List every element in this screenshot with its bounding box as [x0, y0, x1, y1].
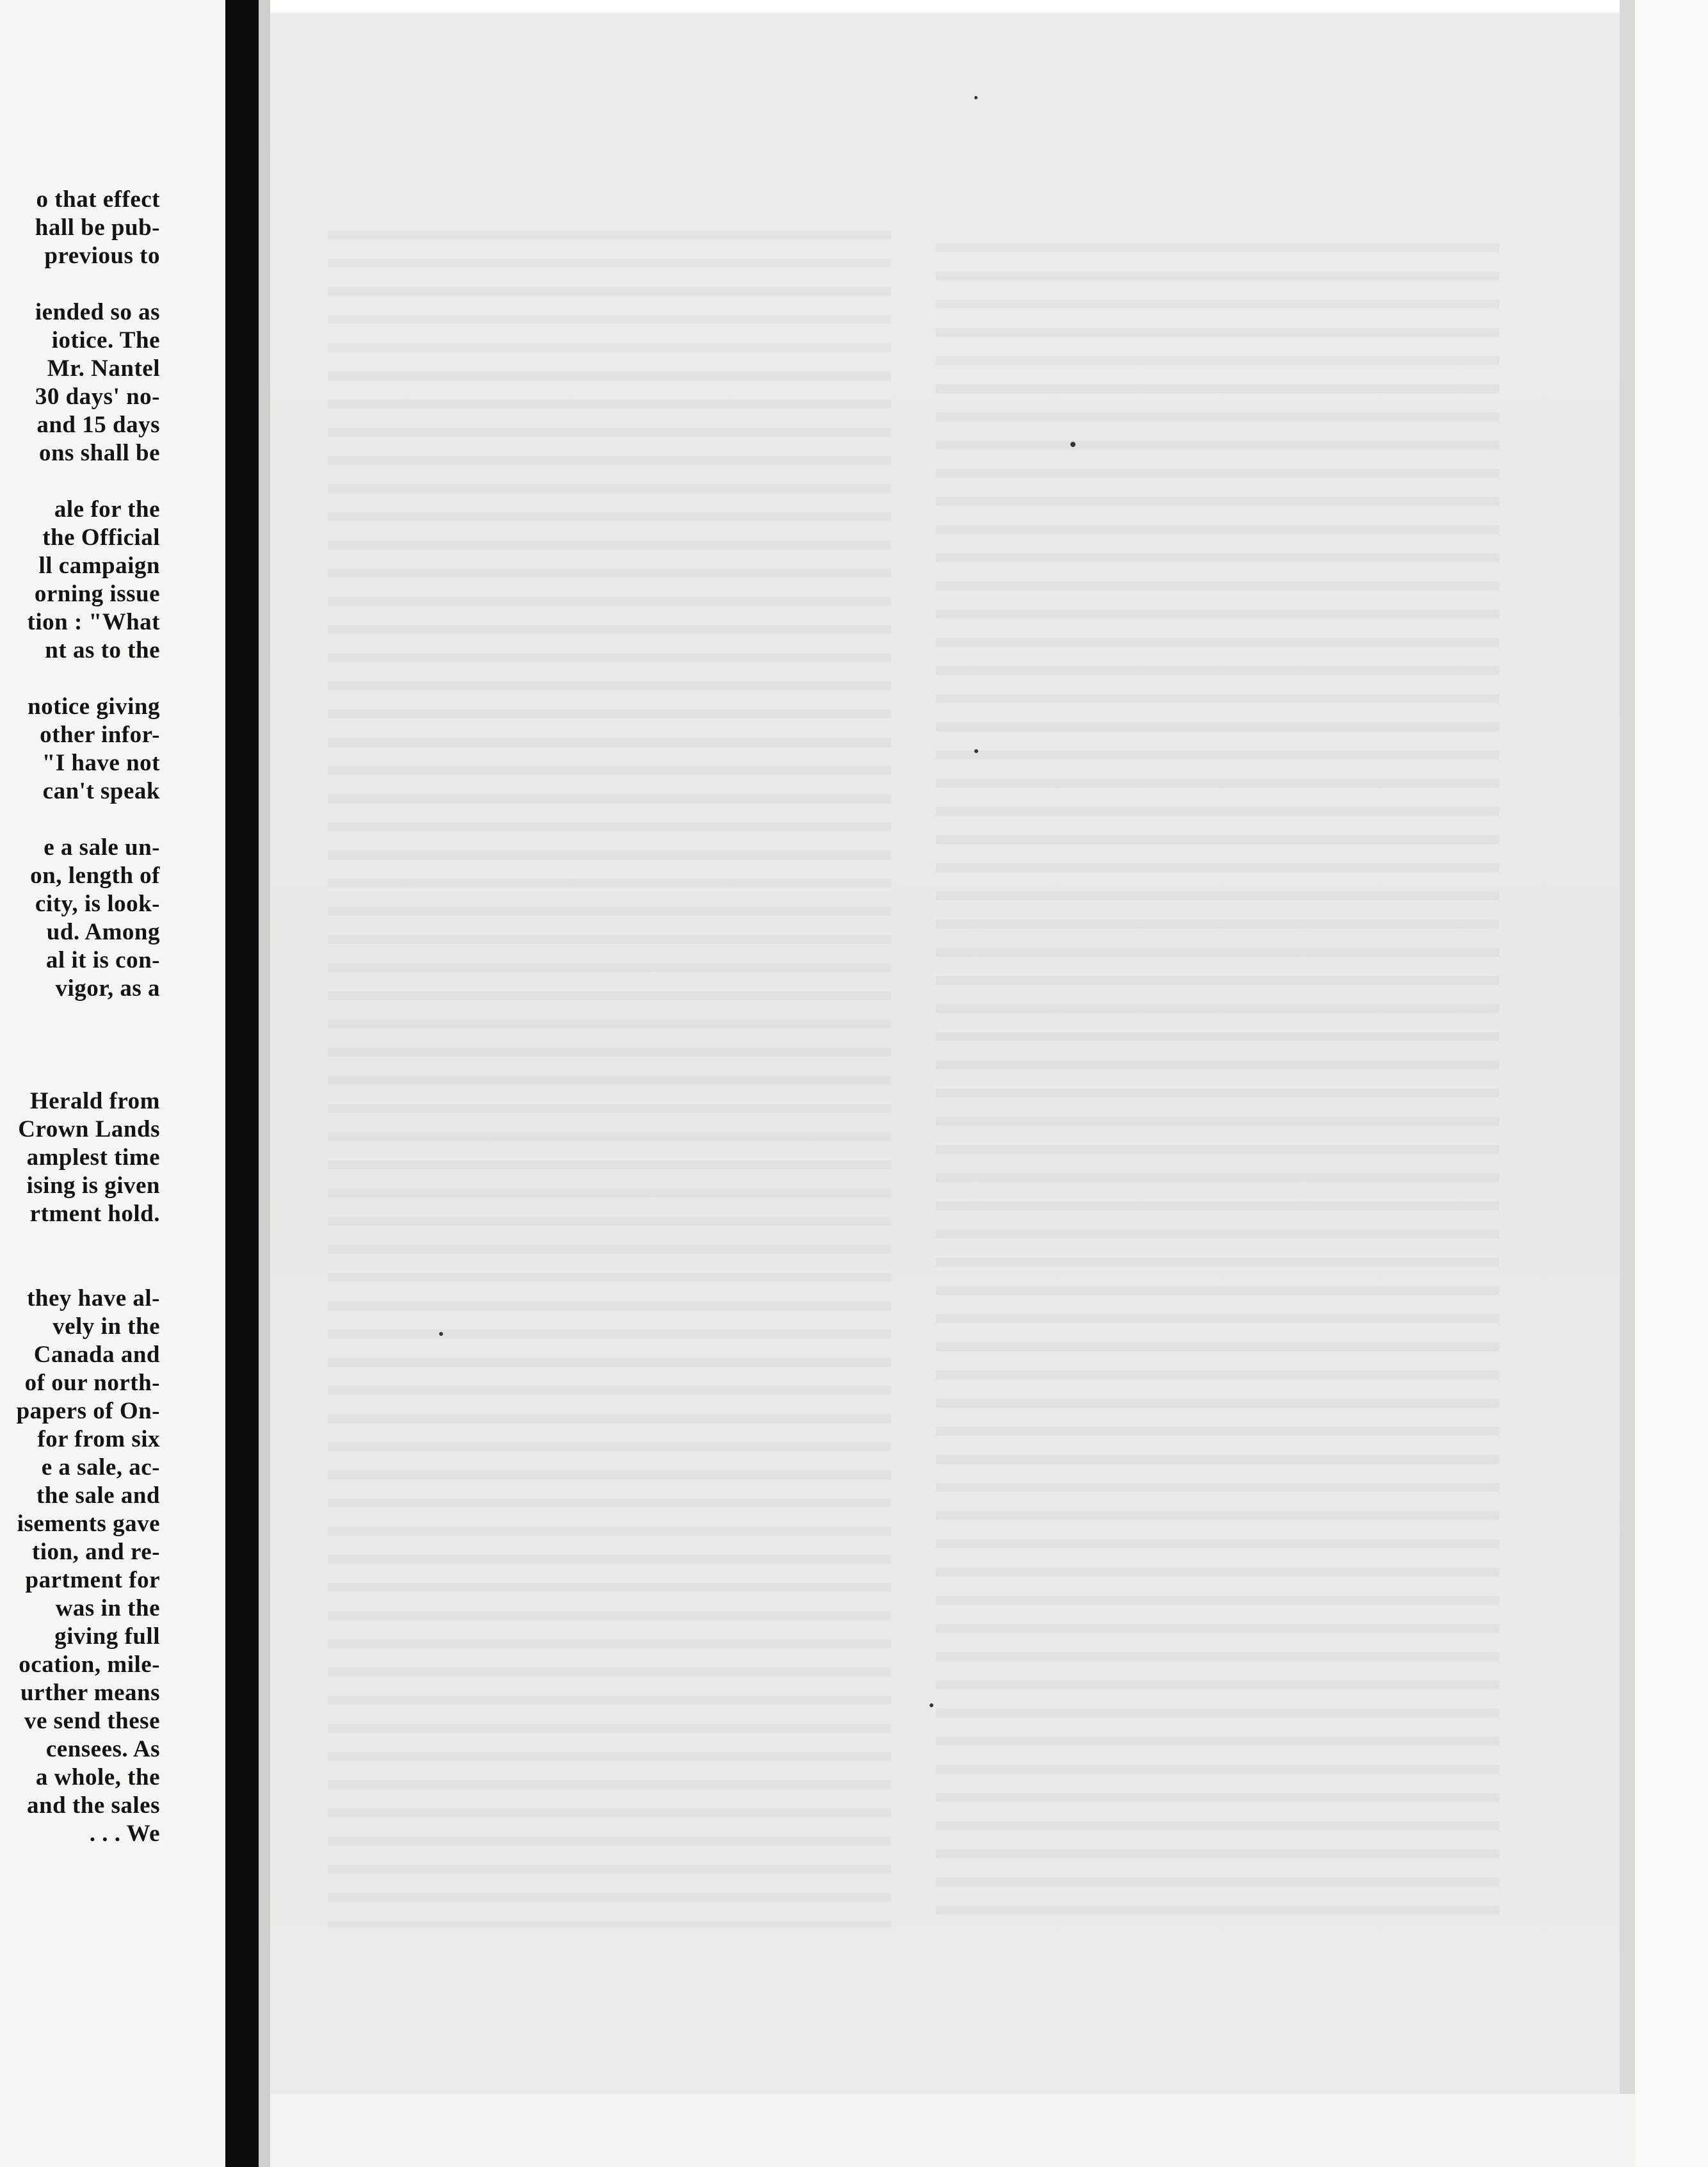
left-column-text	[0, 186, 160, 1848]
text-line: iotice. The	[51, 327, 160, 353]
text-line: can't speak	[42, 778, 160, 804]
text-line: ale for the	[54, 496, 160, 523]
left-page	[0, 0, 225, 2167]
text-line	[0, 1228, 160, 1256]
right-page-shadow	[1620, 0, 1635, 2167]
right-page-edge	[1635, 0, 1708, 2167]
speck	[1070, 442, 1076, 447]
text-line: ising is given	[26, 1173, 160, 1199]
text-line: tion : "What	[27, 609, 160, 635]
bottom-edge	[270, 2094, 1635, 2167]
text-line	[0, 665, 160, 693]
text-line	[0, 1031, 160, 1059]
text-line: censees. As	[45, 1736, 160, 1762]
text-line: partment for	[25, 1567, 160, 1593]
text-line: of our north-	[24, 1370, 160, 1396]
text-line: e a sale, ac-	[41, 1454, 160, 1481]
faded-column-right	[936, 243, 1499, 1921]
binding-gutter	[225, 0, 259, 2167]
text-line: notice giving	[28, 694, 160, 720]
text-line: other infor-	[40, 722, 160, 748]
text-line: tion, and re-	[31, 1539, 160, 1565]
text-line: Herald from	[29, 1088, 160, 1114]
text-line	[0, 806, 160, 834]
text-line: city, is look-	[35, 891, 160, 917]
text-line: was in the	[55, 1595, 160, 1621]
text-line: ons shall be	[38, 440, 160, 466]
text-line: the sale and	[36, 1482, 160, 1509]
speck	[930, 1703, 933, 1707]
text-line	[0, 270, 160, 298]
text-line: nt as to the	[45, 637, 160, 663]
text-line	[0, 1059, 160, 1087]
text-line: al it is con-	[45, 947, 160, 973]
text-line: previous to	[44, 243, 160, 269]
text-line: a whole, the	[35, 1764, 160, 1790]
text-line: ocation, mile-	[19, 1652, 160, 1678]
text-line: ll campaign	[38, 553, 160, 579]
text-line: . . . We	[89, 1821, 160, 1847]
text-line: urther means	[20, 1680, 160, 1706]
text-line: for from six	[37, 1426, 160, 1452]
speck	[974, 749, 978, 753]
text-line: papers of On-	[16, 1398, 160, 1424]
text-line	[0, 1003, 160, 1031]
speck	[439, 1332, 443, 1336]
text-line: Mr. Nantel	[47, 355, 160, 382]
text-line	[0, 1256, 160, 1285]
text-line: amplest time	[26, 1144, 160, 1171]
text-line: the Official	[42, 524, 160, 551]
text-line: they have al-	[27, 1285, 160, 1311]
text-line: giving full	[54, 1623, 160, 1650]
text-line: vigor, as a	[55, 975, 160, 1002]
text-line: orning issue	[34, 581, 160, 607]
faded-column-left	[328, 231, 891, 1928]
text-line: vely in the	[52, 1313, 160, 1340]
right-page-blank	[270, 13, 1620, 2094]
text-line: Canada and	[33, 1342, 160, 1368]
text-line: isements gave	[17, 1511, 160, 1537]
text-line: ud. Among	[46, 919, 160, 945]
text-line: and the sales	[27, 1792, 160, 1819]
text-line	[0, 467, 160, 496]
text-line: 30 days' no-	[35, 384, 160, 410]
text-line: iended so as	[35, 299, 160, 325]
text-line: and 15 days	[36, 412, 160, 438]
speck	[974, 96, 978, 99]
gutter-shadow	[259, 0, 270, 2167]
text-line: on, length of	[30, 863, 160, 889]
text-line: hall be pub-	[35, 215, 160, 241]
text-line: "I have not	[42, 750, 160, 776]
text-line: ve send these	[24, 1708, 160, 1734]
text-line: rtment hold.	[29, 1201, 160, 1227]
text-line: e a sale un-	[44, 834, 160, 861]
text-line: Crown Lands	[18, 1116, 160, 1142]
text-line: o that effect	[36, 186, 160, 213]
